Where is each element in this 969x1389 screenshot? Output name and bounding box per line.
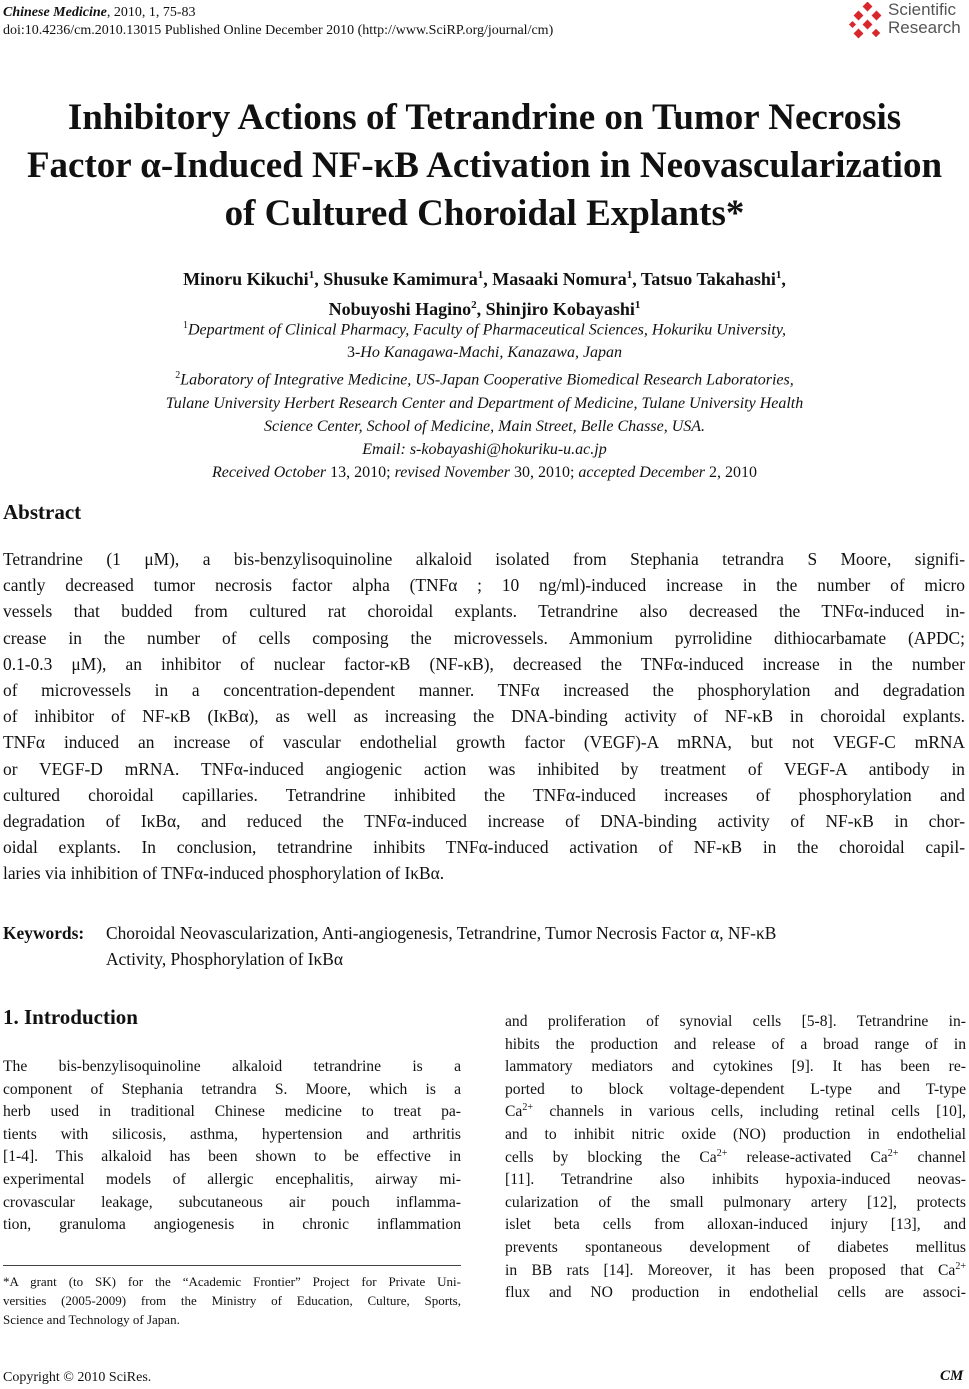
body-line: The bis-benzylisoquinoline alkaloid tetrandrine is a <box>3 1058 461 1075</box>
author-separator: , <box>781 269 786 289</box>
affil-text: Department of Clinical Pharmacy, Faculty of Pharmaceutical Sciences, Hokuriku University, <box>187 321 787 339</box>
body-line: ported to block voltage-dependent L-type and T-type <box>505 1080 966 1098</box>
journal-abbreviation: CM <box>940 1368 964 1384</box>
paper-title <box>0 94 969 238</box>
publisher-logo-icon <box>848 2 888 42</box>
footnote-divider <box>3 1265 461 1266</box>
affil-number: 3- <box>346 344 361 362</box>
body-line: [1-4]. This alkaloid has been shown to be effective in <box>3 1148 461 1166</box>
accepted-label: accepted December <box>578 463 706 481</box>
affil-line-5: Science Center, School of Medicine, Main Street, Belle Chasse, USA. <box>263 417 706 435</box>
author-name: , Shusuke Kamimura <box>314 269 478 289</box>
abstract-line: laries via inhibition of TNFα-induced phosphorylation of IκBα. <box>3 863 445 884</box>
body-line: prevents spontaneous development of diabetes mellitus <box>505 1238 966 1256</box>
body-line: and to inhibit nitric oxide (NO) production in endothelial <box>505 1125 966 1143</box>
ca-sup: 2+ <box>955 1260 966 1272</box>
author-affil-sup: 1 <box>308 269 315 281</box>
affil-sup: 1 <box>182 320 188 331</box>
title-line-2: Factor α-Induced NF-κB Activation in Neovascularization <box>26 145 943 186</box>
affil-text: Laboratory of Integrative Medicine, US-Japan Cooperative Biomedical Research Laboratories, <box>180 371 794 389</box>
keywords-text <box>106 920 966 972</box>
body-line: herb used in traditional Chinese medicine to treat pa- <box>3 1103 461 1121</box>
affil-sup: 2 <box>175 370 181 382</box>
intro-right-column <box>505 1011 966 1305</box>
author-email: Email: s-kobayashi@hokuriku-u.ac.jp <box>362 440 607 458</box>
author-name: , Masaaki Nomura <box>483 269 627 289</box>
abstract-line: 0.1-0.3 μM), an inhibitor of nuclear factor-κB (NF-κB), decreased the TNFα-induced increase in the number <box>3 653 965 674</box>
body-line-with-sup <box>505 1260 966 1283</box>
body-line: lammatory mediators and cytokines [9]. It has been re- <box>505 1058 966 1076</box>
logo-line-1: Scientific <box>888 0 957 19</box>
abstract-line: crease in the number of cells composing the microvessels. Ammonium pyrrolidine dithiocarbamate (APDC; <box>3 627 965 648</box>
body-line: [11]. Tetrandrine also inhibits hypoxia-induced neovas- <box>505 1171 966 1189</box>
ca-sup: 2+ <box>522 1102 533 1114</box>
author-line-1 <box>0 262 969 292</box>
author-affil-sup: 1 <box>775 269 782 281</box>
title-line-1: Inhibitory Actions of Tetrandrine on Tumor Necrosis <box>67 97 902 138</box>
body-line: component of Stephania tetrandra S. Moore, which is a <box>3 1080 461 1098</box>
affil-line-1 <box>0 314 969 341</box>
revised-date: 30, 2010; <box>509 463 579 481</box>
author-affil-sup: 1 <box>477 269 484 281</box>
body-line-with-sup <box>505 1147 966 1170</box>
author-name: , Shinjiro Kobayashi <box>476 299 635 319</box>
ca-sup: 2+ <box>887 1147 899 1159</box>
footnote-line: versities (2005-2009) from the Ministry of Education, Culture, Sports, <box>3 1293 461 1308</box>
body-line: tients with silicosis, asthma, hypertension and arthritis <box>3 1125 461 1143</box>
line-text: cells by blocking the Ca <box>505 1148 717 1166</box>
author-affil-sup: 1 <box>626 269 633 281</box>
logo-line-2: Research <box>888 18 961 37</box>
accepted-date: 2, 2010 <box>705 463 758 481</box>
intro-left-column <box>3 1056 461 1237</box>
body-line: experimental models of allergic encephalitis, airway mi- <box>3 1170 461 1188</box>
author-name: Minoru Kikuchi <box>183 269 309 289</box>
affil-line-3 <box>0 364 969 391</box>
abstract-line: vessels that budded from cultured rat choroidal explants. Tetrandrine also decreased the TNFα-induced in- <box>3 601 965 622</box>
doi-line: doi:10.4236/cm.2010.13015 Published Online December 2010 (http://www.SciRP.org/journal/cm) <box>3 23 554 38</box>
ca-sup: 2+ <box>716 1147 728 1159</box>
body-line: islet beta cells from alloxan-induced injury [13], and <box>505 1216 966 1234</box>
abstract-line: of inhibitor of NF-κB (IκBα), as well as increasing the DNA-binding activity of NF-κB in choroidal explants. <box>3 706 965 727</box>
keywords-line-1: Choroidal Neovascularization, Anti-angiogenesis, Tetrandrine, Tumor Necrosis Factor α, NF-κB <box>106 923 777 943</box>
line-text: channel <box>898 1148 966 1166</box>
author-affil-sup: 1 <box>634 299 641 311</box>
line-text: channels in various cells, including retinal cells [10], <box>549 1103 966 1121</box>
received-label: Received October <box>211 463 327 481</box>
abstract-line: degradation of IκBα, and reduced the TNFα-induced increase of DNA-binding activity of NF-κB in chor- <box>3 811 965 832</box>
abstract-line: of microvessels in a concentration-dependent manner. TNFα increased the phosphorylation and degradation <box>3 680 965 701</box>
publisher-logo-text <box>888 1 961 37</box>
affiliations <box>0 314 969 484</box>
introduction-heading: 1. Introduction <box>3 1005 138 1029</box>
title-line-3: of Cultured Choroidal Explants* <box>224 193 745 234</box>
journal-name: Chinese Medicine <box>3 5 107 20</box>
author-name: Nobuyoshi Hagino <box>328 299 472 319</box>
ca-text: Ca <box>505 1103 523 1121</box>
body-line: cularization of the small pulmonary artery [12], protects <box>505 1193 966 1211</box>
revised-label: revised November <box>394 463 510 481</box>
author-list <box>0 262 969 322</box>
journal-citation <box>3 4 196 21</box>
abstract-line: Tetrandrine (1 μM), a bis-benzylisoquinoline alkaloid isolated from Stephania tetrandra S Moore, signifi- <box>3 549 965 569</box>
footnote-line: *A grant (to SK) for the “Academic Frontier” Project for Private Uni- <box>3 1274 461 1289</box>
footnote-line: Science and Technology of Japan. <box>3 1312 180 1327</box>
body-line: hibits the production and release of a broad range of in <box>505 1035 966 1053</box>
abstract-body <box>3 546 965 887</box>
author-name: , Tatsuo Takahashi <box>632 269 776 289</box>
abstract-heading: Abstract <box>3 500 82 524</box>
body-line: flux and NO production in endothelial cells are associ- <box>505 1284 966 1302</box>
abstract-line: oidal explants. In conclusion, tetrandrine inhibits TNFα-induced activation of NF-κB in the choroidal capil- <box>3 837 965 858</box>
keywords-label: Keywords: <box>3 923 85 943</box>
affil-line-2 <box>0 341 969 364</box>
body-line: and proliferation of synovial cells [5-8]. Tetrandrine in- <box>505 1013 966 1030</box>
copyright-notice: Copyright © 2010 SciRes. <box>3 1370 152 1385</box>
line-text: release-activated Ca <box>727 1148 888 1166</box>
abstract-line: cantly decreased tumor necrosis factor alpha (TNFα ; 10 ng/ml)-induced increase in the number of micro <box>3 575 965 596</box>
keywords-line-2: Activity, Phosphorylation of IκBα <box>106 949 344 969</box>
body-line: tion, granuloma angiogenesis in chronic inflammation <box>3 1216 461 1234</box>
abstract-line: TNFα induced an increase of vascular endothelial growth factor (VEGF)-A mRNA, but not VEGF-C mRNA <box>3 732 965 753</box>
affil-line-4: Tulane University Herbert Research Center and Department of Medicine, Tulane University Health <box>165 394 804 412</box>
affil-text: Ho Kanagawa-Machi, Kanazawa, Japan <box>360 344 623 362</box>
abstract-line: cultured choroidal capillaries. Tetrandrine inhibited the TNFα-induced increases of phosphorylation and <box>3 784 965 805</box>
journal-volume: , 2010, 1, 75-83 <box>106 5 196 20</box>
dates-line <box>0 461 969 484</box>
body-line-with-sup <box>505 1101 966 1124</box>
grant-footnote <box>3 1272 461 1329</box>
abstract-line: or VEGF-D mRNA. TNFα-induced angiogenic action was inhibited by treatment of VEGF-A antibody in <box>3 758 965 779</box>
line-text: in BB rats [14]. Moreover, it has been proposed that Ca <box>505 1261 956 1279</box>
body-line: crovascular leakage, subcutaneous air pouch inflamma- <box>3 1193 461 1211</box>
author-affil-sup: 2 <box>471 299 477 311</box>
received-date: 13, 2010; <box>326 463 395 481</box>
